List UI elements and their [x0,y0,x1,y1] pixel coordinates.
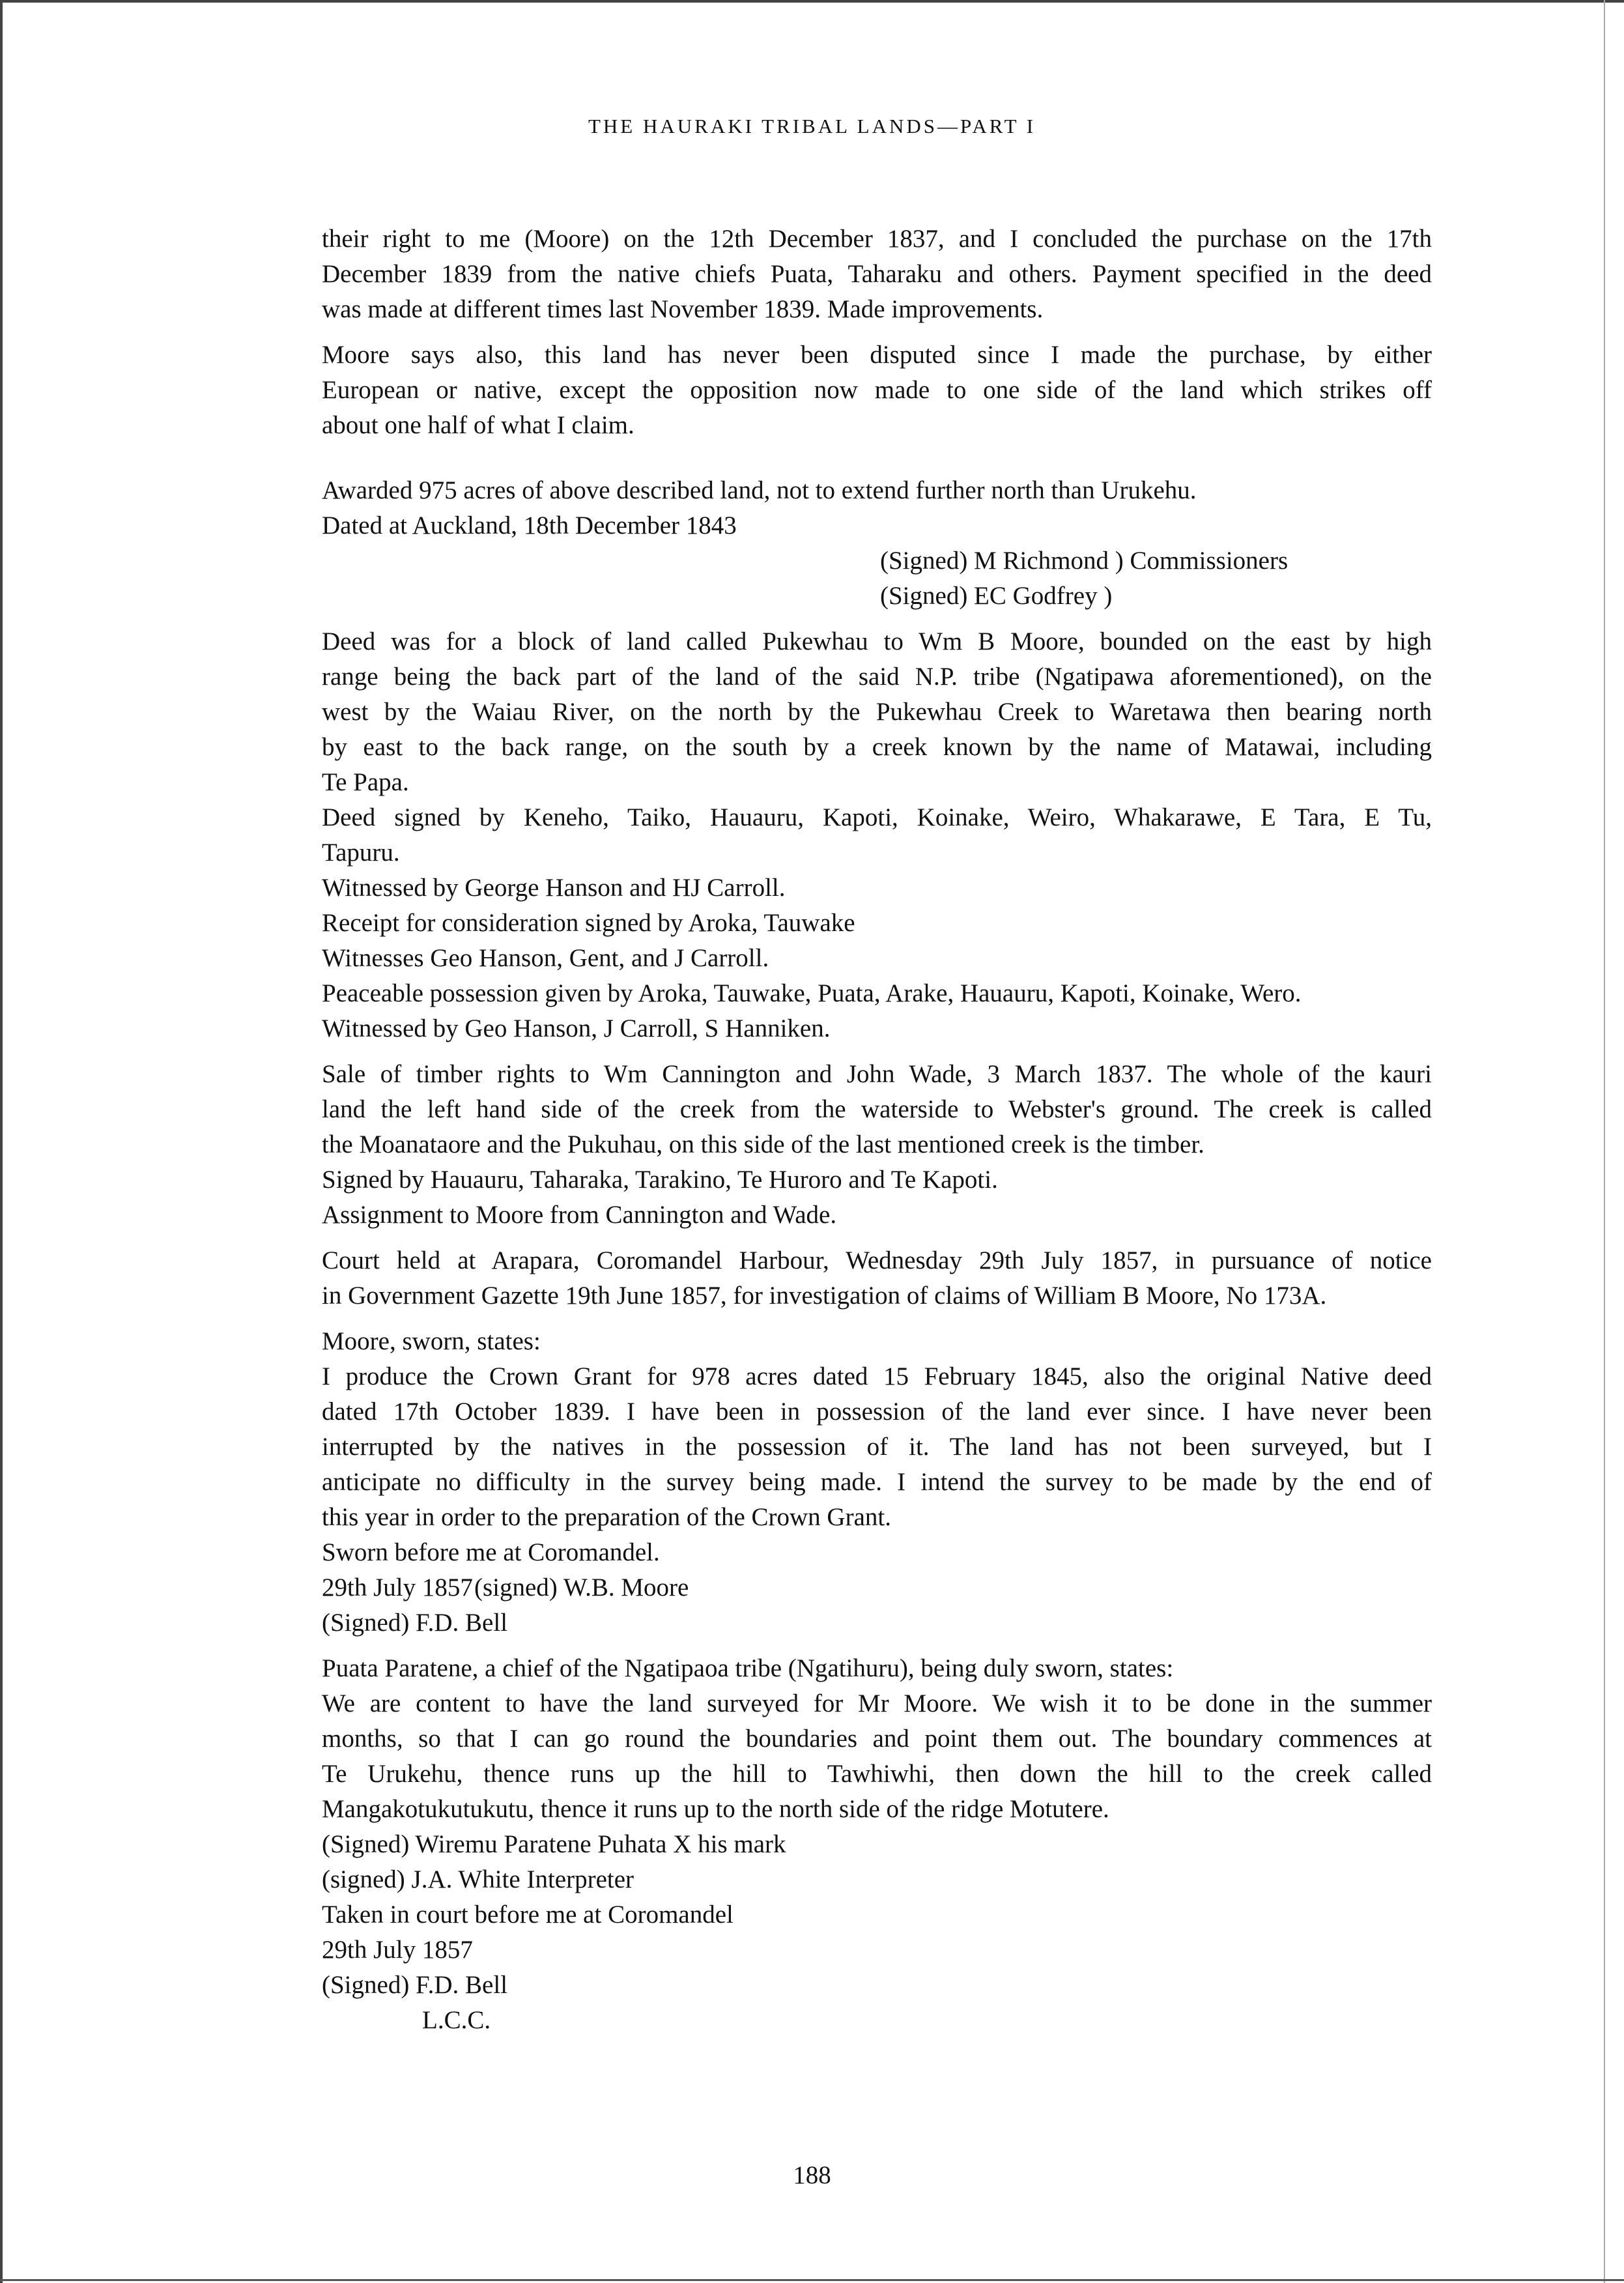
text-line: December 1839 from the native chiefs Puata, Taharaku and others. Payment specified in the deed [322,260,1432,288]
text-line: Moore, sworn, states: [322,1327,541,1355]
text-line: land the left hand side of the creek from the waterside to Webster's ground. The creek is called [322,1095,1432,1123]
text-line: I produce the Crown Grant for 978 acres dated 15 February 1845, also the original Native deed [322,1362,1432,1390]
paragraph-moore-testimony [322,1324,1432,1641]
paragraph-award [322,473,1432,543]
date-text: 29th July 1857 [322,1573,473,1601]
text-line: Te Papa. [322,768,409,796]
text-line: their right to me (Moore) on the 12th December 1837, and I concluded the purchase on the 17th [322,225,1432,253]
signature-text: (signed) W.B. Moore [474,1573,689,1601]
text-line: Sale of timber rights to Wm Cannington and John Wade, 3 March 1837. The whole of the kauri [322,1060,1432,1088]
text-line: in Government Gazette 19th June 1857, for investigation of claims of William B Moore, No 173A. [322,1282,1327,1310]
text-line: (signed) J.A. White Interpreter [322,1865,634,1893]
text-line: range being the back part of the land of the said N.P. tribe (Ngatipawa aforementioned), on the [322,663,1432,691]
text-line: L.C.C. [422,2006,491,2034]
dated-signature-line [322,1570,1432,1605]
text-line: We are content to have the land surveyed for Mr Moore. We wish it to be done in the summer [322,1689,1432,1717]
running-head: THE HAURAKI TRIBAL LANDS—PART I [588,115,1036,137]
text-line: (Signed) Wiremu Paratene Puhata X his mark [322,1830,786,1858]
text-line: 29th July 1857 [322,1936,473,1964]
page-frame-top [0,0,1624,3]
paragraph-deed-pukewhau [322,624,1432,1046]
text-line: Witnessed by Geo Hanson, J Carroll, S Hanniken. [322,1014,831,1042]
text-line: Witnessed by George Hanson and HJ Carroll. [322,874,786,902]
paragraph-undisputed [322,337,1432,443]
paragraph-moore-claim [322,222,1432,327]
text-line: by east to the back range, on the south by a creek known by the name of Matawai, including [322,733,1432,761]
text-line: Receipt for consideration signed by Aroka, Tauwake [322,909,855,937]
text-line: Taken in court before me at Coromandel [322,1901,734,1929]
text-line: European or native, except the opposition now made to one side of the land which strikes off [322,376,1432,404]
text-line: interrupted by the natives in the possession of it. The land has not been surveyed, but I [322,1433,1432,1461]
text-line: the Moanataore and the Pukuhau, on this side of the last mentioned creek is the timber. [322,1130,1204,1158]
page-number: 188 [793,2161,831,2189]
text-line: Awarded 975 acres of above described land, not to extend further north than Urukehu. [322,476,1197,504]
text-line: Peaceable possession given by Aroka, Tauwake, Puata, Arake, Hauauru, Kapoti, Koinake, Wero. [322,979,1302,1007]
text-line: Deed was for a block of land called Pukewhau to Wm B Moore, bounded on the east by high [322,627,1432,655]
text-line: Witnesses Geo Hanson, Gent, and J Carroll. [322,944,769,972]
text-line: this year in order to the preparation of the Crown Grant. [322,1503,891,1531]
text-line: Court held at Arapara, Coromandel Harbour, Wednesday 29th July 1857, in pursuance of notice [322,1246,1432,1274]
signature-line: (Signed) EC Godfrey ) [880,582,1113,610]
paragraph-timber-rights [322,1057,1432,1233]
text-line: was made at different times last November 1839. Made improvements. [322,295,1044,323]
text-line: anticipate no difficulty in the survey being made. I intend the survey to be made by the end of [322,1468,1432,1496]
paragraph-court-arapara [322,1243,1432,1314]
text-line: (Signed) F.D. Bell [322,1971,508,1999]
text-line: Deed signed by Keneho, Taiko, Hauauru, Kapoti, Koinake, Weiro, Whakarawe, E Tara, E Tu, [322,803,1432,831]
body-text [322,222,1432,2038]
text-line: Sworn before me at Coromandel. [322,1538,660,1566]
text-line: Puata Paratene, a chief of the Ngatipaoa tribe (Ngatihuru), being duly sworn, states: [322,1654,1174,1682]
text-line: months, so that I can go round the boundaries and point them out. The boundary commences at [322,1725,1432,1753]
text-line: west by the Waiau River, on the north by the Pukewhau Creek to Waretawa then bearing north [322,698,1432,726]
text-line: dated 17th October 1839. I have been in possession of the land ever since. I have never been [322,1398,1432,1426]
text-line: Mangakotukutukutu, thence it runs up to the north side of the ridge Motutere. [322,1795,1109,1823]
paragraph-paratene-testimony [322,1651,1432,2038]
text-line: Signed by Hauauru, Taharaka, Tarakino, Te Huroro and Te Kapoti. [322,1166,998,1194]
text-line: (Signed) F.D. Bell [322,1609,508,1637]
signature-line: (Signed) M Richmond ) Commissioners [880,547,1289,575]
text-line: Te Urukehu, thence runs up the hill to Tawhiwhi, then down the hill to the creek called [322,1760,1432,1788]
text-line: about one half of what I claim. [322,411,634,439]
text-line: Moore says also, this land has never been disputed since I made the purchase, by either [322,341,1432,369]
page-frame-left [0,0,3,2283]
text-line: Dated at Auckland, 18th December 1843 [322,511,737,539]
text-line: Assignment to Moore from Cannington and Wade. [322,1201,837,1229]
page-frame-right [1604,0,1605,2283]
text-line: Tapuru. [322,839,400,867]
page-frame-bottom [0,2279,1624,2281]
commissioners-signatures [322,543,1432,614]
